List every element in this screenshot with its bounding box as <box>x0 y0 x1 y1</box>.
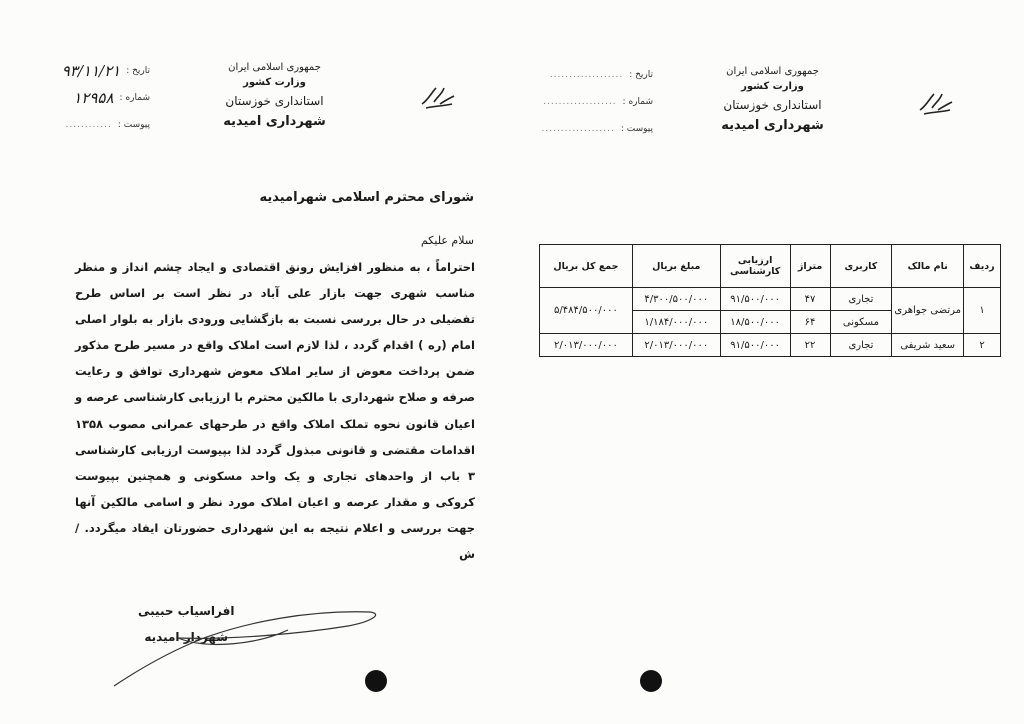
left-ministry-text: وزارت کشور <box>243 77 306 88</box>
table-row <box>540 334 1001 357</box>
header-area: متراژ <box>790 245 830 288</box>
right-letterhead <box>720 66 825 133</box>
right-number-row <box>543 89 653 116</box>
cell-owner: مرتضی جواهری <box>892 288 964 334</box>
left-meta <box>46 58 150 139</box>
cell-area: ۴۷ <box>790 288 830 311</box>
header-owner: نام مالک <box>892 245 964 288</box>
right-attachment-value: ................... <box>541 124 615 134</box>
cell-usage: مسکونی <box>830 311 892 334</box>
right-ministry-text: وزارت کشور <box>741 81 804 92</box>
left-number-value: ۱۲۹۵۸ <box>73 89 114 107</box>
emblem-logo <box>916 88 956 118</box>
cell-row-no: ۲ <box>964 334 1001 357</box>
right-number-value: ................... <box>543 97 617 107</box>
left-date-value: ۹۳/۱۱/۲۱ <box>61 62 121 80</box>
signatory-position: شهردار امیدیه <box>144 630 229 644</box>
header-usage: کاربری <box>830 245 892 288</box>
right-date-row <box>549 62 653 89</box>
cell-total: ۵/۴۸۴/۵۰۰/۰۰۰ <box>540 288 633 334</box>
cell-appraisal: ۹۱/۵۰۰/۰۰۰ <box>720 288 790 311</box>
cell-amount: ۴/۳۰۰/۵۰۰/۰۰۰ <box>632 288 720 311</box>
cell-total: ۲/۰۱۳/۰۰۰/۰۰۰ <box>540 334 633 357</box>
left-date-row <box>46 58 150 85</box>
letter-body: احتراماً ، به منظور افزایش رونق اقتصادی و ایجاد چشم انداز و منظر مناسب شهری جهت بازار علی آباد در نظر است بر اساس طرح تفضیلی در حال بررسی نسبت به بازگشایی ورودی بازار به بلوار اصلی امام (ره ) اقدام گردد ، لذا لازم است املاک واقع در مسیر طرح مذکور ضمن پرداخت معوض از سایر املاک معوض شهرداری توافق و رعایت صرفه و صلاح شهرداری با مالکین محترم با ارزیابی کارشناسی عرصه و اعیان قانون نحوه تملک املاک واقع در طرحهای عمرانی مصوب ۱۳۵۸ اقدامات مقتضی و قانونی مبذول گردد لذا بپیوست ارزیابی کارشناسی ۳ باب از واحدهای تجاری و یک واحد مسکونی و همچنین بپیوست کروکی و مقدار عرصه و اعیان املاک مورد نظر و اسامی مالکین آنها جهت بررسی و اعلام نتیجه به این شهرداری حضورتان ایفاد میگردد. /ش <box>75 260 475 562</box>
signatory-name: افراسیاب حبیبی <box>138 604 235 618</box>
emblem-logo <box>418 82 458 112</box>
right-attachment-label: پیوست : <box>620 124 653 134</box>
right-meta <box>541 62 653 143</box>
left-attachment-label: پیوست : <box>117 120 150 130</box>
header-total: جمع کل بریال <box>540 245 633 288</box>
cell-appraisal: ۹۱/۵۰۰/۰۰۰ <box>720 334 790 357</box>
cell-usage: تجاری <box>830 334 892 357</box>
left-municipality-text: شهرداری امیدیه <box>223 114 326 129</box>
property-table <box>539 244 1001 357</box>
left-province-text: استانداری خوزستان <box>225 94 324 108</box>
table-header-row <box>540 245 1001 288</box>
right-date-value: ................... <box>549 70 624 80</box>
letter-greeting: سلام علیکم <box>420 234 474 247</box>
cell-amount: ۲/۰۱۳/۰۰۰/۰۰۰ <box>632 334 720 357</box>
cell-usage: تجاری <box>830 288 892 311</box>
header-appraisal: ارزیابی کارشناسی <box>720 245 790 288</box>
left-number-row <box>46 85 150 112</box>
right-date-label: تاریخ : <box>629 70 653 80</box>
left-number-label: شماره : <box>119 93 150 103</box>
cell-area: ۶۴ <box>790 311 830 334</box>
header-amount: مبلغ بریال <box>632 245 720 288</box>
punch-hole <box>640 670 662 692</box>
header-row-no: ردیف <box>964 245 1001 288</box>
cell-owner: سعید شریفی <box>892 334 964 357</box>
handwritten-signature <box>108 600 383 692</box>
letter-title: شورای محترم اسلامی شهرامیدیه <box>259 190 474 205</box>
table-row <box>540 288 1001 311</box>
punch-hole <box>365 670 387 692</box>
cell-amount: ۱/۱۸۴/۰۰۰/۰۰۰ <box>632 311 720 334</box>
right-attachment-row <box>541 116 653 143</box>
left-attachment-row <box>46 112 150 139</box>
right-country-text: جمهوری اسلامی ایران <box>726 66 819 77</box>
right-province-text: استانداری خوزستان <box>723 98 822 112</box>
left-letterhead <box>222 62 327 129</box>
left-attachment-value: ............ <box>65 120 112 130</box>
cell-area: ۲۲ <box>790 334 830 357</box>
cell-row-no: ۱ <box>964 288 1001 334</box>
left-date-label: تاریخ : <box>126 66 150 76</box>
left-country-text: جمهوری اسلامی ایران <box>228 62 321 73</box>
right-municipality-text: شهرداری امیدیه <box>721 118 824 133</box>
cell-appraisal: ۱۸/۵۰۰/۰۰۰ <box>720 311 790 334</box>
right-number-label: شماره : <box>622 97 653 107</box>
